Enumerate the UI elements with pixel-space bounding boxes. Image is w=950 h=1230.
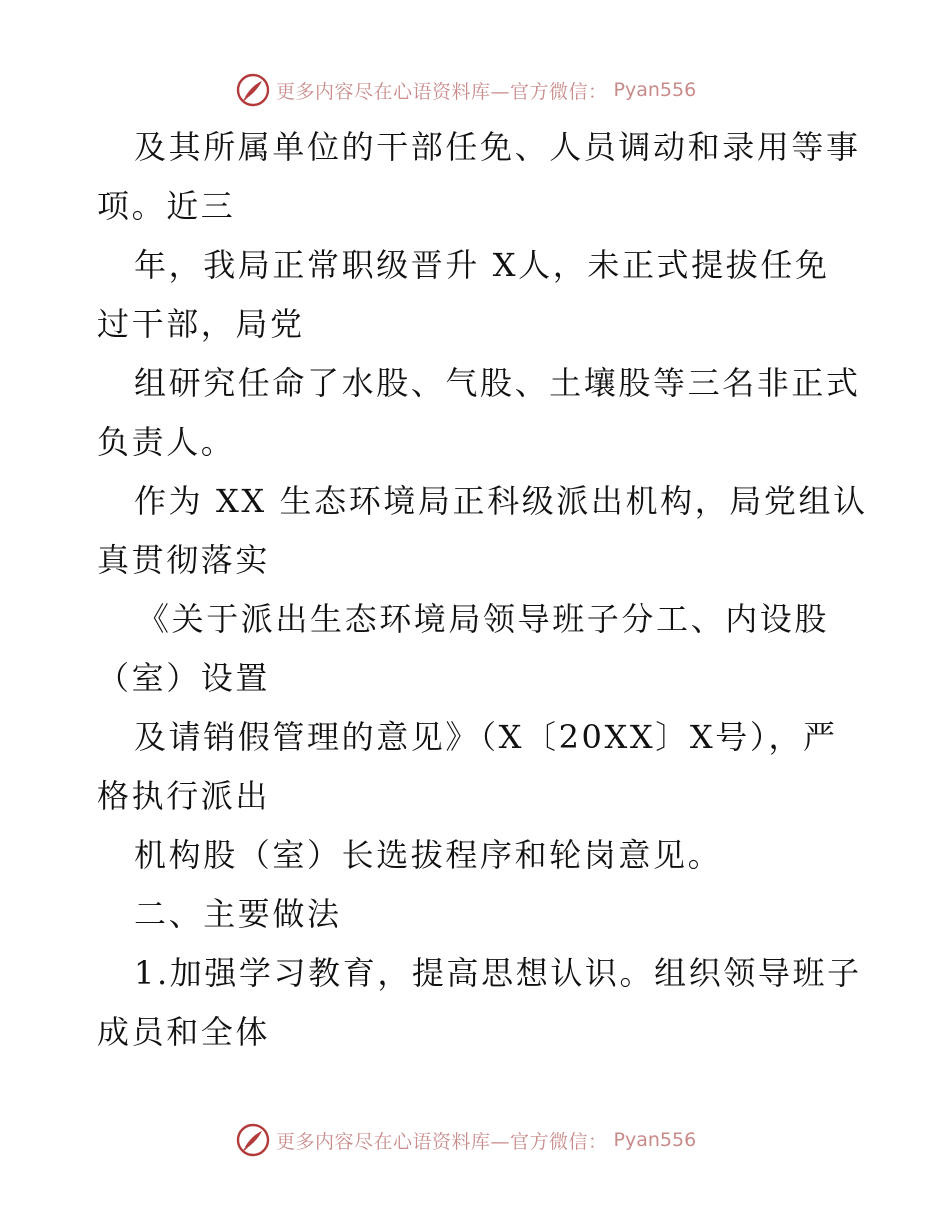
text-line: 成员和全体	[97, 1013, 271, 1051]
header-watermark	[236, 72, 696, 108]
text-line: 年，我局正常职级晋升 X人，未正式提拔任免	[134, 246, 830, 284]
text-line: 及其所属单位的干部任免、人员调动和录用等事	[134, 128, 861, 166]
text-line: 1.加强学习教育，提高思想认识。组织领导班子	[134, 954, 862, 992]
text-line: 组研究任命了水股、气股、土壤股等三名非正式	[134, 364, 861, 402]
text-line: 格执行派出	[97, 777, 271, 815]
watermark-text: 更多内容尽在心语资料库—官方微信：	[276, 1130, 608, 1153]
text-line: 负责人。	[97, 423, 236, 461]
watermark-text: 更多内容尽在心语资料库—官方微信：	[276, 80, 608, 103]
quill-logo-icon	[236, 1123, 270, 1157]
text-line: （室）设置	[97, 659, 271, 697]
footer-watermark	[236, 1122, 696, 1158]
watermark-wechat-id: Pyan556	[613, 1129, 697, 1151]
text-line: 作为 XX 生态环境局正科级派出机构，局党组认	[134, 482, 868, 520]
quill-logo-icon	[236, 73, 270, 107]
text-line: 及请销假管理的意见》（X〔20XX〕X号），严	[134, 718, 838, 756]
text-line: 过干部，局党	[97, 305, 305, 343]
text-line: 真贯彻落实	[97, 541, 271, 579]
document-body	[97, 118, 867, 1062]
watermark-wechat-id: Pyan556	[613, 79, 697, 101]
section-heading: 二、主要做法	[134, 895, 342, 933]
text-line: 机构股（室）长选拔程序和轮岗意见。	[134, 836, 723, 874]
text-line: 《关于派出生态环境局领导班子分工、内设股	[137, 600, 830, 638]
text-line: 项。近三	[97, 187, 236, 225]
